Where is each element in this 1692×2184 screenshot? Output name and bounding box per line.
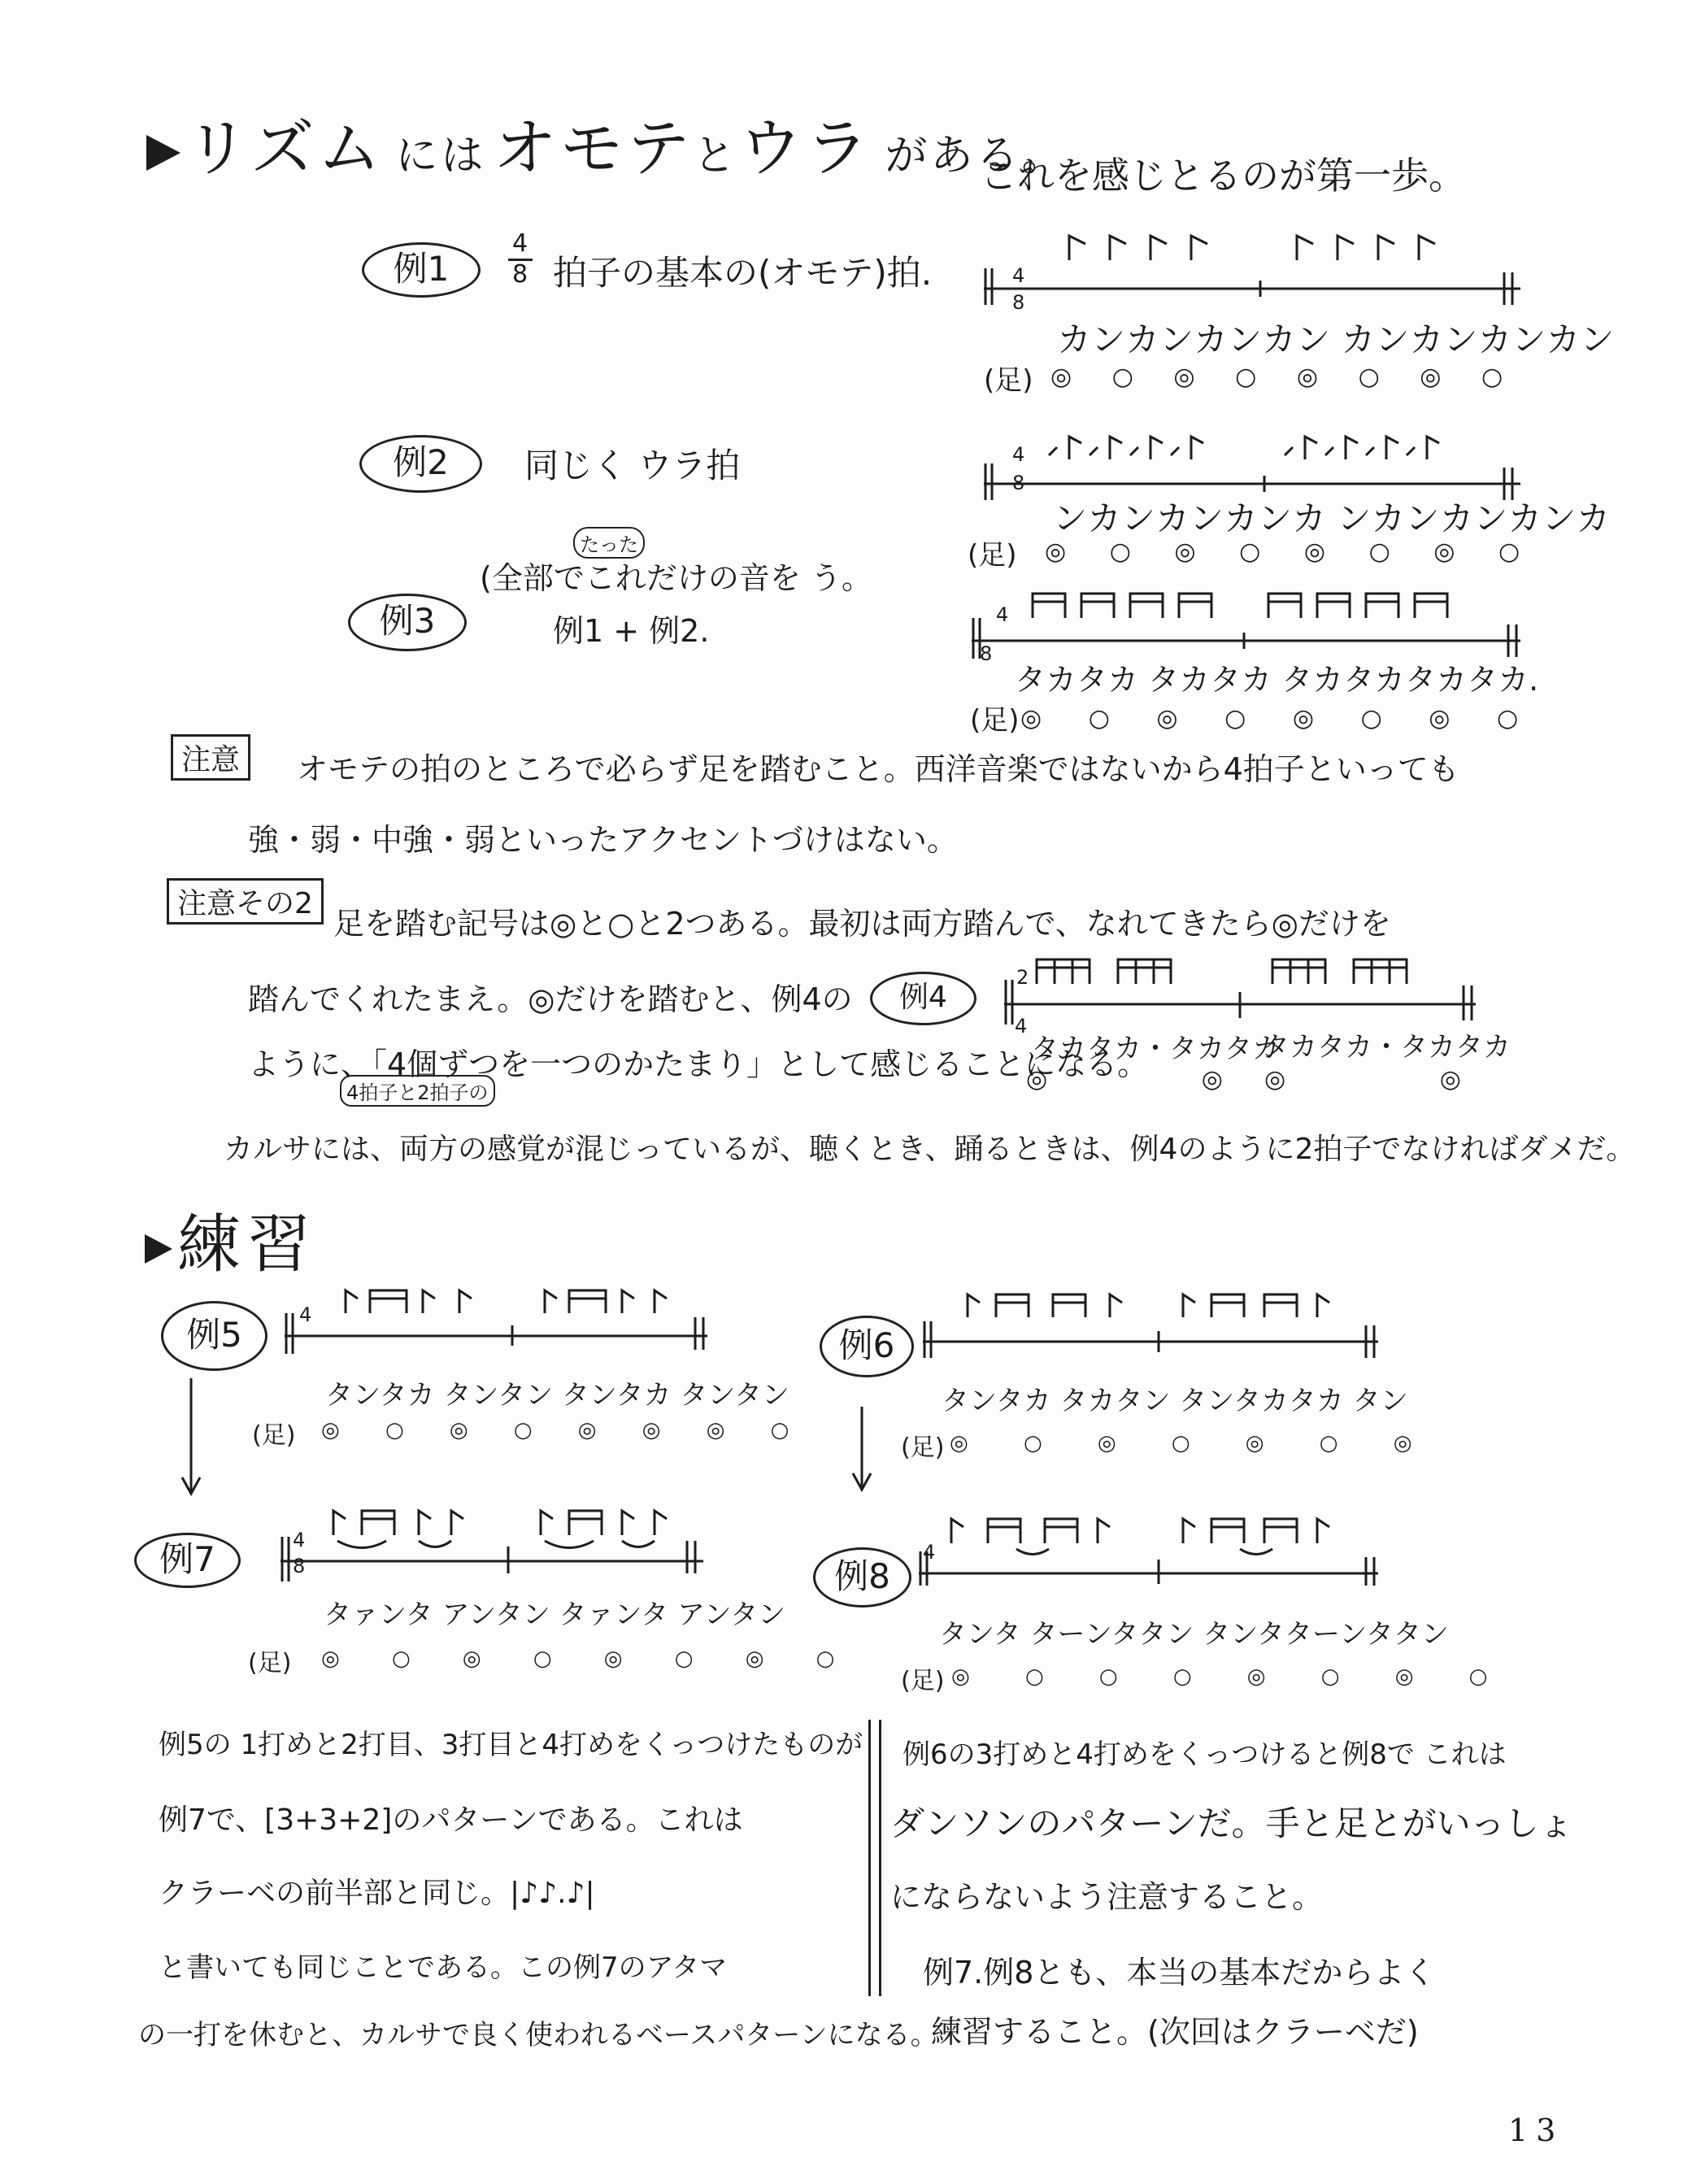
example-3-label: 例3 [348, 594, 467, 651]
ex7-foot-label: (足) [248, 1649, 292, 1677]
ex3-line2: 例1 + 例2. [553, 613, 710, 649]
bottom-left-line2: 例7で、[3+3+2]のパターンである。これは [159, 1803, 743, 1837]
ex7-foot-marks: ◎ ○ ◎ ○ ◎ ○ ◎ ○ [321, 1647, 858, 1671]
ex4-foot-left: ◎ ◎ [1026, 1065, 1296, 1094]
title-niwa: には [395, 132, 487, 181]
ex1-staff-den: 8 [1012, 291, 1025, 314]
ex7-staff [272, 1496, 711, 1586]
note1-tag: 注意 [171, 734, 250, 781]
ex4-staff-num: 2 [1016, 966, 1029, 989]
ex4-staff [996, 951, 1484, 1033]
ex2-foot-marks: ◎ ○ ◎ ○ ◎ ○ ◎ ○ [1045, 537, 1538, 566]
note2-line2: 踏んでくれたまえ。◎だけを踏むと、例4の [248, 981, 853, 1017]
ex3-syllables: タカタカ タカタカ タカタカタカタカ. [1015, 662, 1539, 698]
title-omote: オモテ [493, 112, 694, 185]
title-ura: ウラ [738, 112, 872, 185]
ex5-staff [276, 1281, 716, 1362]
note2-bubble: 4拍子と2拍子の [340, 1075, 495, 1107]
bottom-left-line3: クラーベの前半部と同じ。|♪♪.♪| [159, 1877, 595, 1910]
bottom-right-line2: ダンソンのパターンだ。手と足とがいっしょ [890, 1803, 1573, 1843]
ex1-syllables: カンカンカンカン カンカンカンカン [1057, 320, 1615, 359]
example-2-description: 同じく ウラ拍 [524, 446, 741, 485]
note1-line2: 強・弱・中強・弱といったアクセントづけはない。 [248, 822, 958, 858]
ex8-foot-marks: ◎ ○ ○ ○ ◎ ○ ◎ ○ [951, 1664, 1512, 1689]
ex2-syllables: ンカンカンカンカ ンカンカンカンカ [1053, 498, 1611, 538]
section-title [146, 98, 1068, 189]
ex2-staff-den: 8 [1012, 472, 1025, 494]
ex3-line1: (全部でこれだけの音を う。 [480, 560, 872, 596]
ex4-staff-den: 4 [1015, 1015, 1028, 1038]
page-number: 13 [1508, 2112, 1564, 2148]
triangle-bullet-icon [145, 1234, 172, 1264]
bottom-right-line3: にならないよう注意すること。 [890, 1879, 1324, 1915]
note2-line4: カルサには、両方の感覚が混じっているが、聴くとき、踊るときは、例4のように2拍子でなければダメだ。 [224, 1133, 1636, 1166]
example-7-label: 例7 [134, 1533, 241, 1588]
note2-line3: ように、「4個ずつを一つのかたまり」として感じることになる。 [248, 1046, 1149, 1082]
example-5-label: 例5 [161, 1301, 268, 1371]
ex8-foot-label: (足) [901, 1667, 945, 1695]
ex8-staff [911, 1496, 1390, 1586]
example-4-label: 例4 [870, 972, 976, 1025]
ex3-foot-label: (足) [970, 704, 1020, 737]
ex8-syllables: タンタ ターンタタン タンタターンタタン [939, 1618, 1449, 1651]
title-to: と [693, 132, 739, 181]
note1-line1: オモテの拍のところで必らず足を踏むこと。西洋音楽ではないから4拍子といっても [297, 751, 1459, 787]
bottom-left-line4: と書いても同じことである。この例7のアタマ [159, 1951, 728, 1984]
ex5-staff-num: 4 [299, 1303, 312, 1326]
ex7-staff-den: 8 [293, 1555, 306, 1577]
bottom-right-line4: 例7.例8とも、本当の基本だからよく [923, 1955, 1436, 1990]
title-rhythm: リズム [185, 112, 385, 185]
triangle-bullet-icon [146, 135, 181, 171]
arrow-down-icon-2 [850, 1407, 874, 1496]
column-divider [868, 1720, 881, 1996]
ex3-small-note: たった [573, 527, 645, 559]
example-8-label: 例8 [813, 1547, 911, 1608]
note2-tag: 注意その2 [167, 878, 324, 925]
ex6-foot-label: (足) [901, 1434, 945, 1462]
ex1-time-sig-num: 4 [512, 229, 528, 258]
ex4-syllables-left: タカタカ・タカタカ [1031, 1033, 1280, 1065]
ex5-foot-label: (足) [252, 1421, 296, 1450]
ex5-foot-marks: ◎ ○ ◎ ○ ◎ ◎ ◎ ○ [321, 1418, 809, 1442]
ex1-foot-label: (足) [984, 364, 1033, 397]
bottom-right-line1: 例6の3打めと4打めをくっつけると例8で これは [903, 1738, 1507, 1771]
bottom-left-line1: 例5の 1打めと2打目、3打目と4打めをくっつけたものが [159, 1729, 863, 1761]
arrow-down-icon [179, 1378, 203, 1500]
ex7-syllables: タァンタ アンタン タァンタ アンタン [324, 1599, 786, 1631]
ex3-foot-marks: ◎ ○ ◎ ○ ◎ ○ ◎ ○ [1020, 704, 1538, 733]
ex4-foot-right: ◎ ◎ [1264, 1065, 1534, 1094]
ex6-syllables: タンタカ タカタン タンタカタカ タン [942, 1385, 1408, 1417]
ex2-staff-num: 4 [1012, 443, 1025, 466]
bottom-right-line5: 練習すること。(次回はクラーベだ) [931, 2014, 1419, 2050]
ex3-staff-den: 8 [980, 642, 993, 665]
bottom-left-line5: の一打を休むと、カルサで良く使われるベースパターンになる。 [138, 2019, 938, 2051]
example-2-label: 例2 [359, 435, 482, 493]
ex1-foot-marks: ◎ ○ ◎ ○ ◎ ○ ◎ ○ [1050, 363, 1520, 391]
example-1-description: 拍子の基本の(オモテ)拍. [553, 253, 933, 293]
ex3-staff-num: 4 [996, 603, 1009, 626]
practice-title-text: 練習 [177, 1208, 318, 1281]
ex4-syllables-right: タカタカ・タカタカ [1262, 1031, 1511, 1064]
ex5-syllables: タンタカ タンタン タンタカ タンタン [325, 1379, 789, 1412]
ex7-staff-num: 4 [293, 1529, 306, 1551]
practice-title [145, 1194, 317, 1285]
example-1-label: 例1 [362, 242, 481, 298]
ex1-staff-num: 4 [1012, 264, 1025, 287]
ex8-staff-num: 4 [923, 1541, 936, 1564]
subtitle: これを感じとるのが第一歩。 [980, 154, 1466, 198]
note2-line1: 足を踏む記号は◎と○と2つある。最初は両方踏んで、なれてきたら◎だけを [333, 906, 1391, 942]
ex6-foot-marks: ◎ ○ ◎ ○ ◎ ○ ◎ [950, 1431, 1437, 1455]
ex1-staff [976, 224, 1529, 313]
example-6-label: 例6 [820, 1316, 914, 1377]
ex1-time-sig-den: 8 [512, 260, 528, 289]
title-gaaru: がある。 [885, 132, 1068, 181]
ex6-staff [915, 1281, 1386, 1362]
ex2-foot-label: (足) [968, 539, 1017, 572]
